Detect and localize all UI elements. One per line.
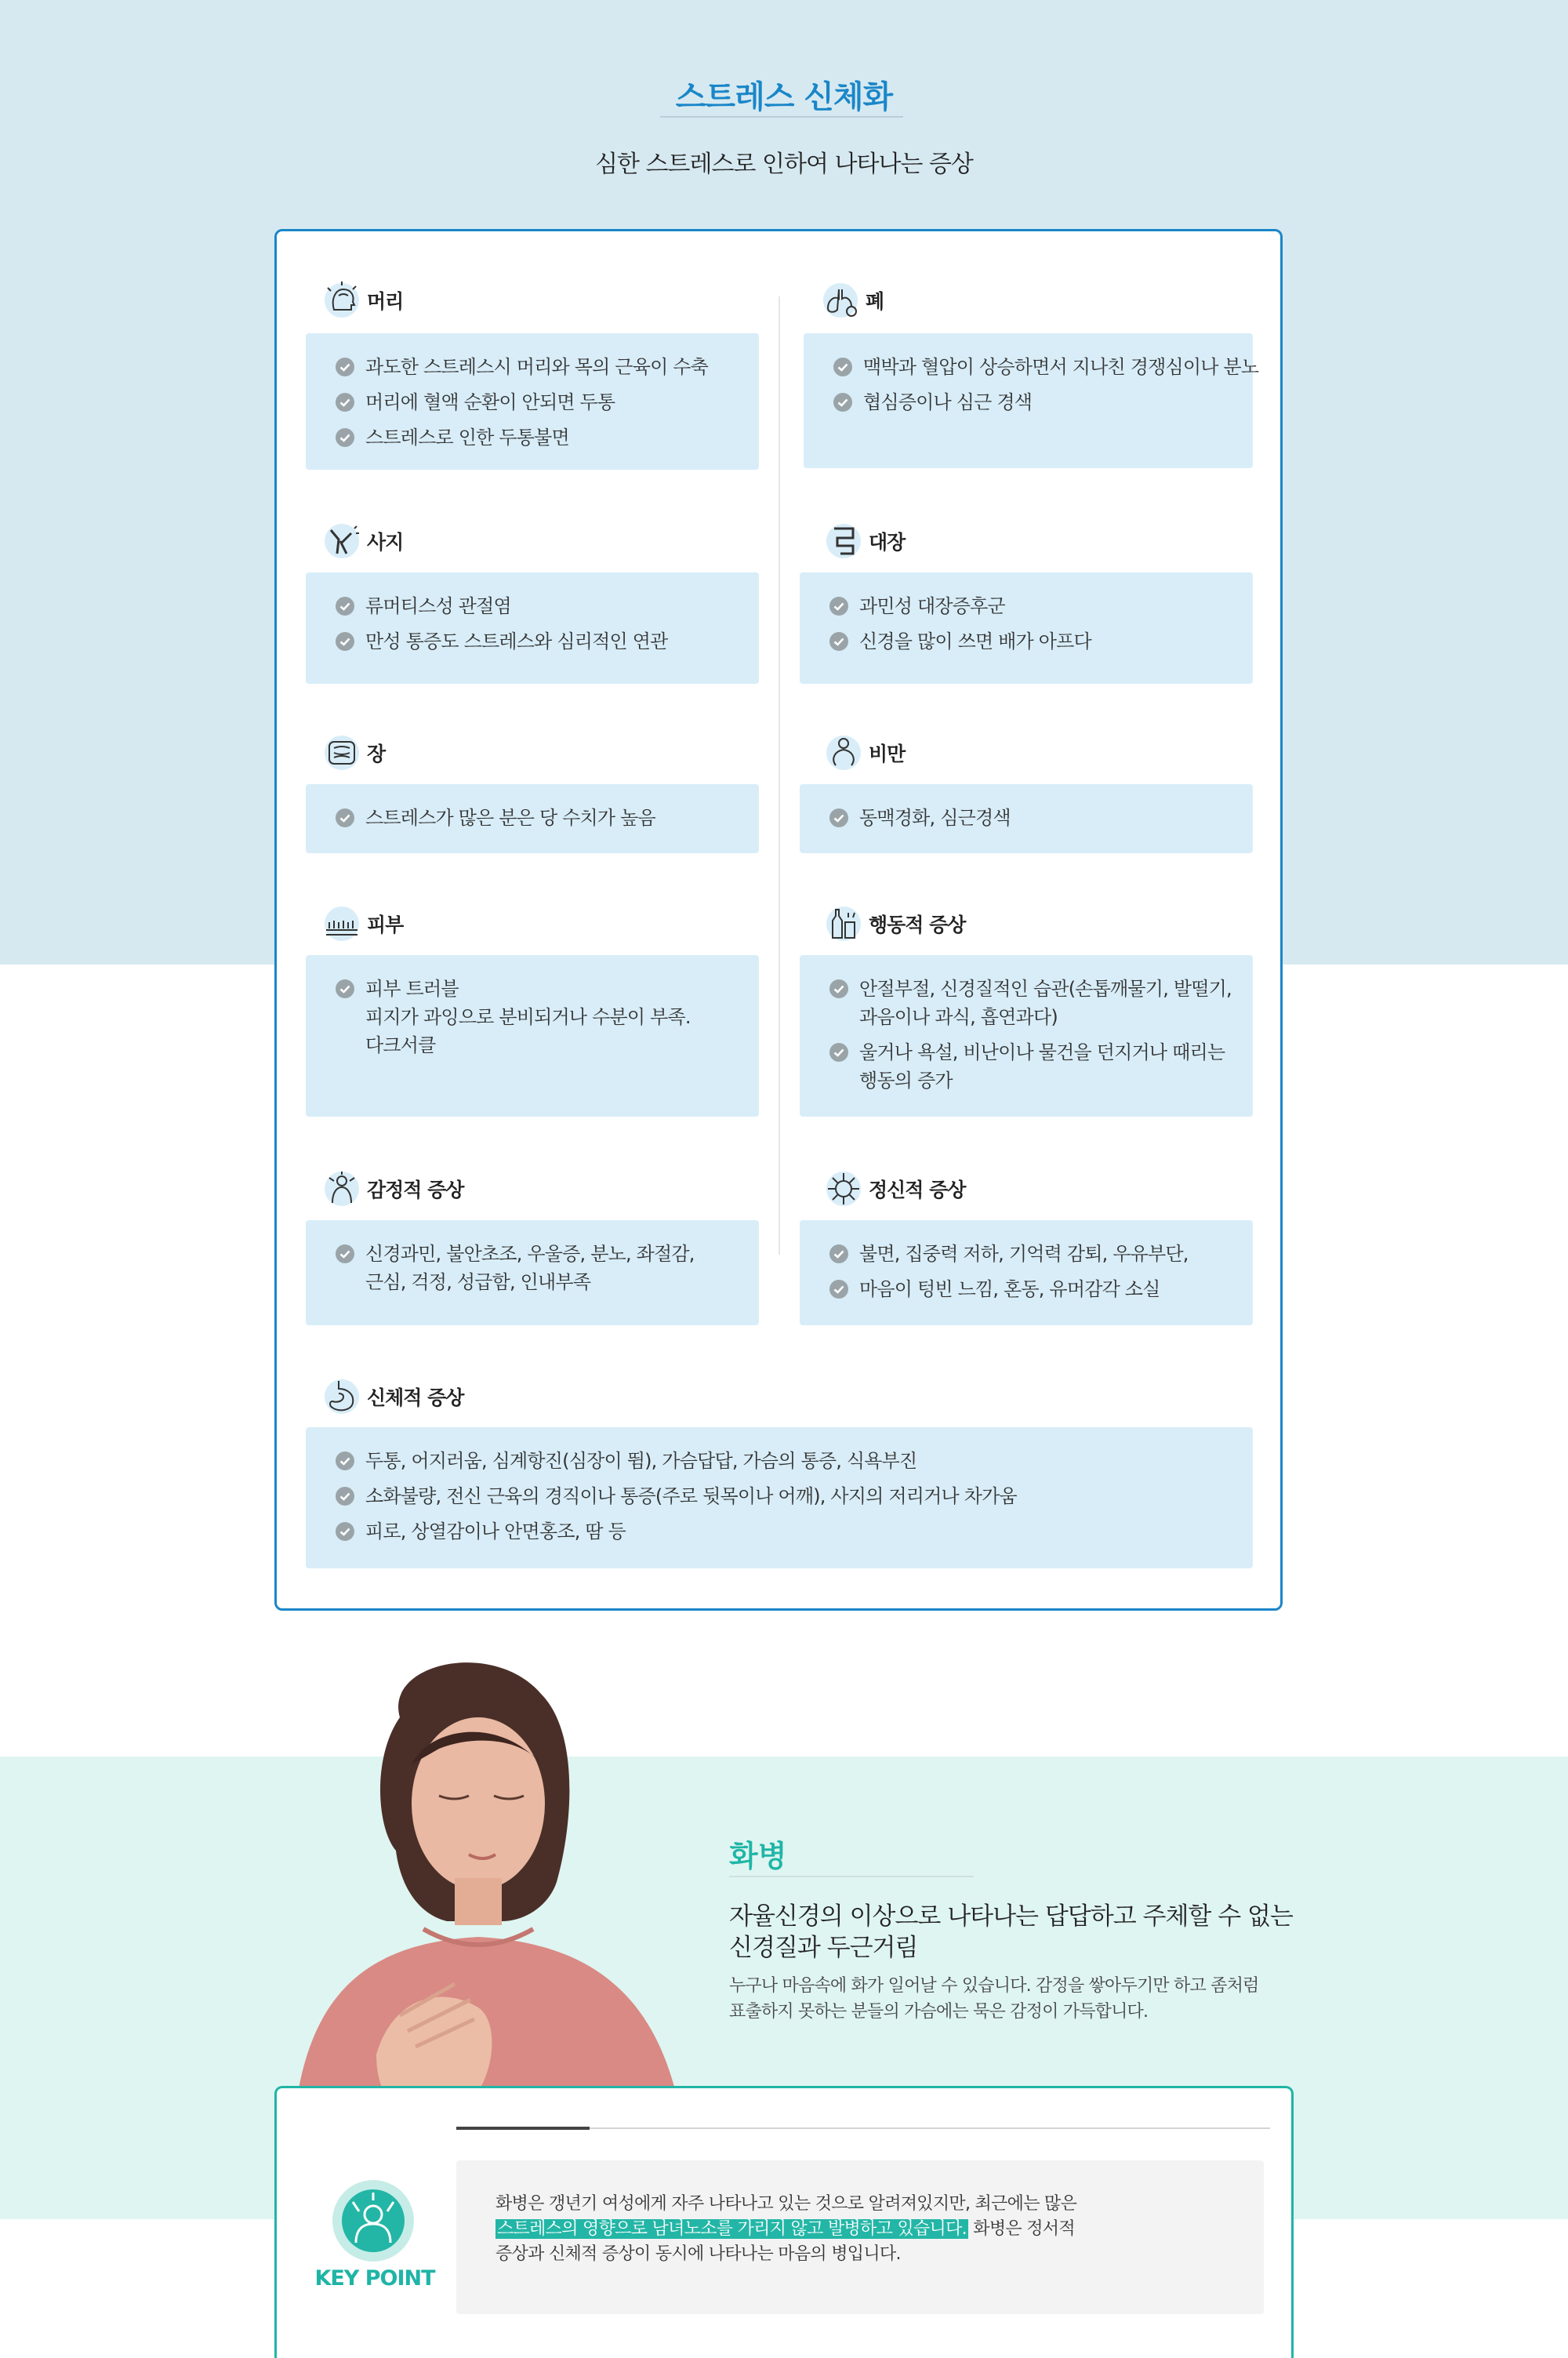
symptom-item <box>829 1275 1237 1303</box>
symptom-list <box>336 353 743 452</box>
description-line: 표출하지 못하는 분들의 가슴에는 묵은 감정이 가득합니다. <box>729 2002 1149 2022</box>
symptom-box <box>306 784 759 853</box>
symptom-text: 맥박과 혈압이 상승하면서 지나친 경쟁심이나 분노 <box>863 356 1259 378</box>
page-title: 스트레스 신체화 <box>675 79 893 115</box>
head-icon <box>320 278 364 322</box>
keypoint-line: 화병은 갱년기 여성에게 자주 나타나고 있는 것으로 알려져있지만, 최근에는 많은 <box>495 2194 1077 2214</box>
symptom-item <box>336 1447 1237 1475</box>
bottles-icon <box>822 902 866 946</box>
check-icon <box>829 979 848 998</box>
symptom-box <box>800 955 1253 1117</box>
hwabyung-underline <box>729 1876 974 1877</box>
symptom-list <box>336 1240 743 1296</box>
section-header <box>822 731 905 775</box>
symptom-text: 류머티스성 관절염 <box>365 595 511 617</box>
symptom-text: 머리에 혈액 순환이 안되면 두통 <box>365 391 615 413</box>
symptom-box <box>306 333 759 470</box>
symptom-list <box>829 592 1237 656</box>
symptom-box <box>306 1427 1253 1568</box>
symptom-box <box>800 1220 1253 1325</box>
section-header <box>320 278 403 322</box>
keypoint-divider-accent <box>456 2127 590 2130</box>
symptom-list <box>829 1240 1237 1303</box>
symptom-item <box>336 388 743 416</box>
symptom-list <box>336 804 743 832</box>
hwabyung-title: 화병 <box>729 1839 787 1873</box>
headline-line: 자율신경의 이상으로 나타나는 답답하고 주체할 수 없는 <box>729 1902 1293 1931</box>
check-icon <box>829 632 848 651</box>
symptom-box <box>306 572 759 684</box>
symptom-item <box>829 1038 1237 1095</box>
check-icon <box>336 1522 354 1541</box>
section-title: 장 <box>367 743 386 765</box>
symptom-text: 울거나 욕설, 비난이나 물건을 던지거나 때리는 <box>859 1041 1225 1063</box>
colon-icon <box>822 519 866 563</box>
symptom-item <box>833 353 1259 381</box>
symptom-text: 피로, 상열감이나 안면홍조, 땀 등 <box>365 1521 626 1542</box>
symptom-text: 두통, 어지러움, 심계항진(심장이 뜀), 가슴답답, 가슴의 통증, 식욕부진 <box>365 1450 917 1472</box>
symptom-box <box>800 784 1253 853</box>
symptom-item <box>336 1517 1237 1546</box>
headline-line: 신경질과 두근거림 <box>729 1934 918 1962</box>
virus-icon <box>822 1167 866 1211</box>
symptom-list <box>336 592 743 656</box>
keypoint-label: KEY POINT <box>314 2266 435 2291</box>
joint-icon <box>320 519 364 563</box>
stomach-icon <box>320 1375 364 1419</box>
symptom-text: 소화불량, 전신 근육의 경직이나 통증(주로 뒷목이나 어깨), 사지의 저리거나 차가움 <box>365 1485 1017 1507</box>
check-icon <box>829 1280 848 1299</box>
section-title: 비만 <box>869 743 906 765</box>
symptom-text: 마음이 텅빈 느낌, 혼동, 유머감각 소실 <box>859 1278 1160 1300</box>
symptom-text: 다크서클 <box>365 1034 436 1056</box>
check-icon <box>829 1043 848 1062</box>
symptom-item <box>336 627 743 656</box>
check-icon <box>336 808 354 827</box>
section-title: 머리 <box>367 290 404 313</box>
keypoint-line <box>495 2217 1232 2242</box>
section-header <box>320 1167 463 1211</box>
check-icon <box>336 393 354 412</box>
emotion-icon <box>320 1167 364 1211</box>
symptom-text: 스트레스가 많은 분은 당 수치가 높음 <box>365 807 655 829</box>
lungs-icon <box>818 278 862 322</box>
hwabyung-headline <box>729 1901 1294 1964</box>
section-title: 행동적 증상 <box>869 914 966 936</box>
symptom-text: 피부 트러블 <box>365 978 459 1000</box>
section-header <box>320 1375 463 1419</box>
keypoint-text <box>456 2160 1264 2314</box>
symptom-text: 신경과민, 불안초조, 우울증, 분노, 좌절감, <box>365 1243 695 1265</box>
title-underline <box>660 116 903 118</box>
section-header <box>320 902 403 946</box>
symptom-item <box>829 804 1237 832</box>
symptom-item <box>336 423 743 452</box>
symptom-text: 과도한 스트레스시 머리와 목의 근육이 수축 <box>365 356 709 378</box>
symptom-text: 피지가 과잉으로 분비되거나 수분이 부족. <box>365 1006 691 1028</box>
description-line: 누구나 마음속에 화가 일어날 수 있습니다. 감정을 쌓아두기만 하고 좀처럼 <box>729 1976 1259 1996</box>
symptom-text: 근심, 걱정, 성급함, 인내부족 <box>365 1271 591 1293</box>
section-header <box>320 731 385 775</box>
section-title: 대장 <box>869 531 906 554</box>
body-shape-icon <box>822 731 866 775</box>
symptom-item <box>833 388 1237 416</box>
section-title: 사지 <box>367 531 404 554</box>
symptom-text: 안절부절, 신경질적인 습관(손톱깨물기, 발떨기, <box>859 978 1232 1000</box>
check-icon <box>829 1244 848 1263</box>
check-icon <box>833 393 852 412</box>
symptom-text: 만성 통증도 스트레스와 심리적인 연관 <box>365 630 668 652</box>
symptom-list <box>336 975 743 1059</box>
check-icon <box>336 979 354 998</box>
check-icon <box>336 597 354 616</box>
keypoint-line-rest: 화병은 정서적 <box>967 2219 1075 2239</box>
symptom-text: 동맥경화, 심근경색 <box>859 807 1011 829</box>
symptom-item <box>829 592 1237 620</box>
keypoint-line: 증상과 신체적 증상이 동시에 나타나는 마음의 병입니다. <box>495 2244 901 2264</box>
skin-icon <box>320 902 364 946</box>
symptom-box <box>800 572 1253 684</box>
section-title: 감정적 증상 <box>367 1179 464 1201</box>
check-icon <box>336 1244 354 1263</box>
symptom-text: 과민성 대장증후군 <box>859 595 1005 617</box>
symptom-box <box>804 333 1259 468</box>
check-icon <box>336 1451 354 1470</box>
check-icon <box>829 597 848 616</box>
symptom-item <box>336 975 743 1059</box>
symptom-item <box>829 1240 1237 1268</box>
section-header <box>320 519 403 563</box>
symptom-box <box>306 955 759 1117</box>
section-header <box>822 1167 965 1211</box>
symptom-item <box>336 592 743 620</box>
symptom-text: 과음이나 과식, 흡연과다) <box>859 1006 1058 1028</box>
symptom-text: 행동의 증가 <box>859 1070 953 1092</box>
intestine-icon <box>320 731 364 775</box>
check-icon <box>336 1487 354 1506</box>
symptom-item <box>336 353 743 381</box>
section-title: 신체적 증상 <box>367 1386 464 1409</box>
symptom-list <box>336 1447 1237 1546</box>
symptom-text: 신경을 많이 쓰면 배가 아프다 <box>859 630 1091 652</box>
section-title: 정신적 증상 <box>869 1179 966 1201</box>
symptom-item <box>336 804 743 832</box>
symptom-box <box>306 1220 759 1325</box>
hwabyung-description <box>729 1973 1294 2025</box>
symptom-text: 불면, 집중력 저하, 기억력 감퇴, 우유부단, <box>859 1243 1189 1265</box>
symptom-list <box>833 353 1259 416</box>
stressed-person-icon <box>332 2180 414 2262</box>
section-header <box>822 902 965 946</box>
symptom-item <box>829 975 1237 1031</box>
page-subtitle: 심한 스트레스로 인하여 나타나는 증상 <box>595 151 973 178</box>
column-divider <box>779 296 780 1255</box>
section-header <box>818 278 884 322</box>
section-title: 피부 <box>367 914 404 936</box>
section-header <box>822 519 905 563</box>
check-icon <box>336 358 354 376</box>
symptom-list <box>829 975 1237 1095</box>
check-icon <box>829 808 848 827</box>
symptom-text: 스트레스로 인한 두통불면 <box>365 427 569 449</box>
check-icon <box>336 632 354 651</box>
check-icon <box>833 358 852 376</box>
symptom-item <box>336 1240 743 1296</box>
symptom-item <box>336 1482 1237 1510</box>
symptom-list <box>829 804 1237 832</box>
symptom-text: 협심증이나 심근 경색 <box>863 391 1033 413</box>
keypoint-highlight: 스트레스의 영향으로 남녀노소를 가리지 않고 발병하고 있습니다. <box>497 2219 967 2239</box>
symptom-item <box>829 627 1237 656</box>
section-title: 폐 <box>866 290 884 313</box>
check-icon <box>336 428 354 447</box>
